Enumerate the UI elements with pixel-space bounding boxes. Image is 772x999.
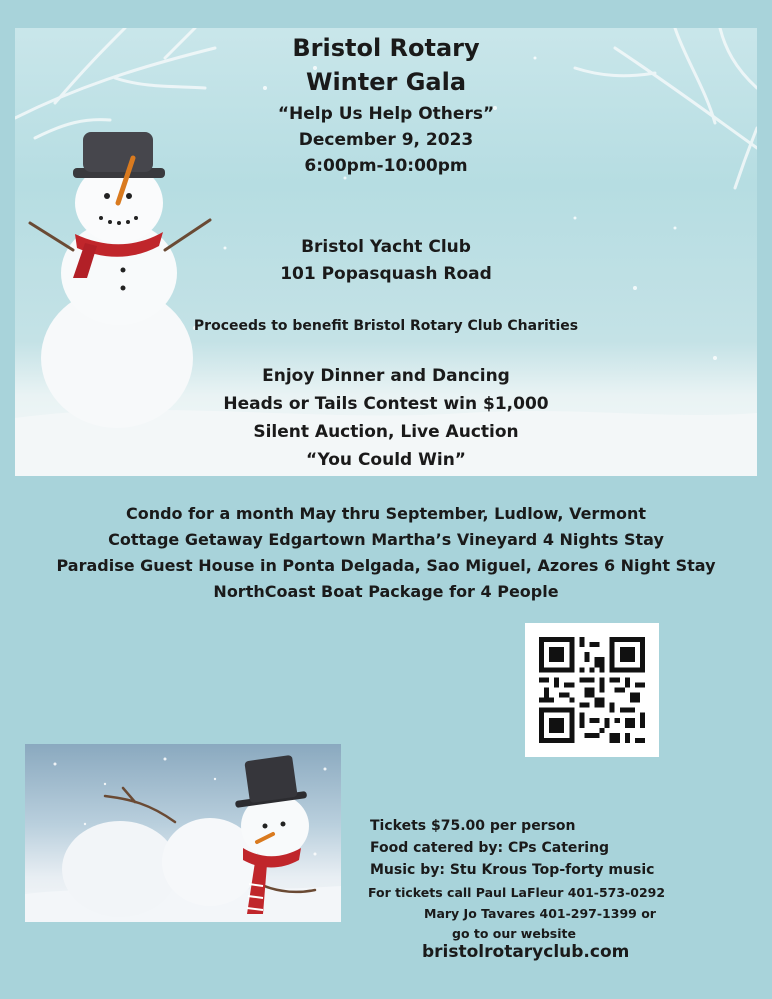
venue-address: 101 Popasquash Road (280, 264, 492, 284)
prize-item: NorthCoast Boat Package for 4 People (213, 582, 559, 601)
ticket-price: Tickets $75.00 per person (370, 818, 576, 834)
feature-line: “You Could Win” (306, 450, 466, 470)
qr-code[interactable] (525, 623, 659, 757)
prize-item: Cottage Getaway Edgartown Martha’s Vineyard 4 Nights Stay (108, 530, 664, 549)
prize-item: Condo for a month May thru September, Ludlow, Vermont (125, 504, 647, 523)
fallen-snowman-image (25, 744, 341, 922)
prize-item: Paradise Guest House in Ponta Delgada, Sao Miguel, Azores 6 Night Stay (56, 556, 716, 575)
fallen-snowman-illustration (25, 744, 341, 922)
music-info: Music by: Stu Krous Top-forty music (370, 862, 655, 878)
event-date: December 9, 2023 (298, 130, 474, 150)
website-link[interactable]: bristolrotaryclub.com (422, 942, 630, 962)
event-title-line1: Bristol Rotary (292, 34, 480, 62)
qr-code-icon (539, 637, 645, 743)
venue-name: Bristol Yacht Club (301, 237, 471, 257)
tagline: “Help Us Help Others” (277, 104, 495, 124)
event-title-line2: Winter Gala (305, 68, 467, 96)
ticket-contact: go to our website (452, 926, 576, 941)
feature-line: Silent Auction, Live Auction (253, 422, 519, 442)
ticket-contact: For tickets call Paul LaFleur 401-573-0292 (368, 885, 666, 900)
event-time: 6:00pm-10:00pm (304, 156, 468, 176)
feature-line: Enjoy Dinner and Dancing (262, 366, 510, 386)
proceeds-note: Proceeds to benefit Bristol Rotary Club Charities (193, 318, 579, 334)
hero-image (15, 28, 757, 476)
ticket-contact: Mary Jo Tavares 401-297-1399 or (424, 906, 656, 921)
catering-info: Food catered by: CPs Catering (370, 840, 610, 856)
feature-line: Heads or Tails Contest win $1,000 (223, 394, 549, 414)
